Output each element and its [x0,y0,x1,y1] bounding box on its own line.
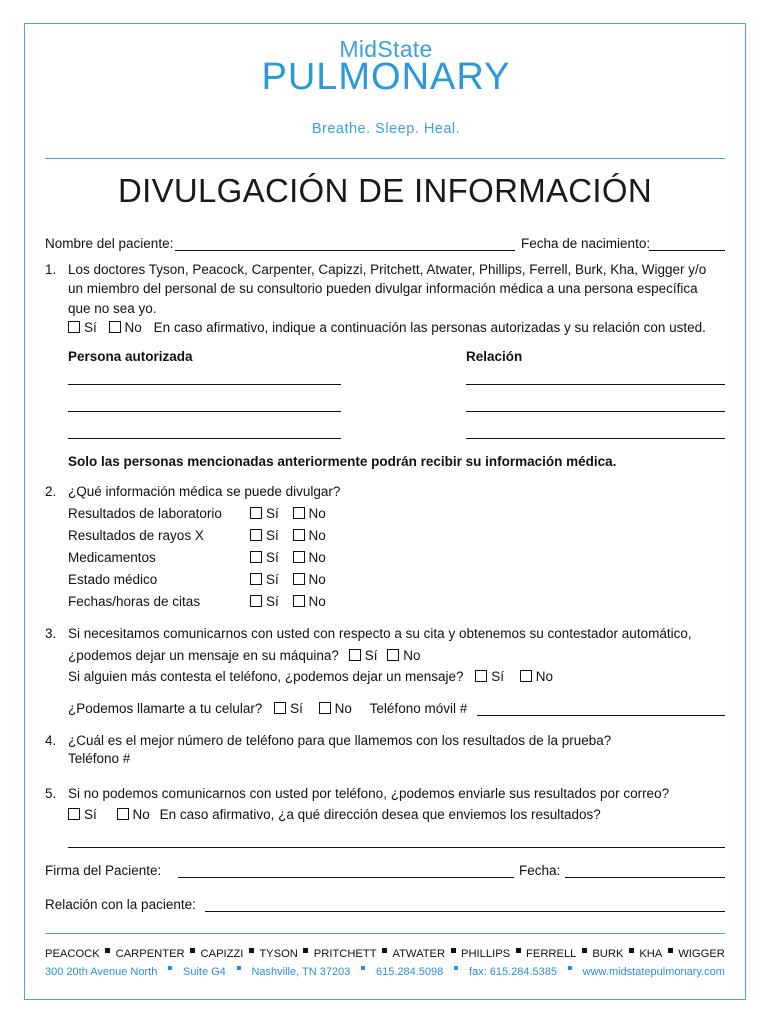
no-label: No [308,572,326,587]
no-label: No [132,807,150,822]
form-title: DIVULGACIÓN DE INFORMACIÓN [117,172,652,209]
relation-field-2[interactable] [466,411,725,412]
date-field[interactable] [565,877,725,878]
logo-midstate-text: MidState [339,36,433,62]
doctor-name: PRITCHETT [313,948,377,960]
no-label: No [308,594,326,609]
q2-item-yes-checkbox[interactable] [250,529,262,541]
doctor-name: TYSON [259,948,298,960]
address-city: Nashville, TN 37203 [251,966,351,978]
q2-item-options [250,594,326,609]
q3-line4-row [68,701,467,716]
q3-cell-no-checkbox[interactable] [319,702,331,714]
q2-item-no-checkbox[interactable] [293,573,305,585]
address-street: 300 20th Avenue North [45,966,158,978]
q2-item-yes-checkbox[interactable] [250,551,262,563]
footer-doctors [45,948,725,960]
mobile-phone-field[interactable] [477,715,725,716]
logo-pulmonary-text: PULMONARY [261,56,511,98]
footer-divider [45,933,725,934]
yes-label: Sí [364,648,378,663]
authorized-person-field-3[interactable] [68,438,341,439]
yes-label: Sí [266,572,279,587]
q5-number: 5. [45,786,57,801]
no-label: No [308,528,326,543]
doctor-name: WIGGER [678,948,725,960]
q3-machine-yes-checkbox[interactable] [349,649,361,661]
header-divider [45,158,725,159]
website-link[interactable]: www.midstatepulmonary.com [582,966,725,978]
separator-square-icon [237,966,241,970]
q1-no-checkbox[interactable] [109,321,121,333]
separator-square-icon [105,948,110,953]
doctor-name: ATWATER [392,948,446,960]
q3-line1: Si necesitamos comunicarnos con usted con respecto a su cita y obtenemos su contestador automático, [68,626,692,641]
address-field[interactable] [68,847,725,848]
q1-followup: En caso afirmativo, indique a continuación las personas autorizadas y su relación con usted. [153,320,706,335]
q3-cell-question: ¿Podemos llamarte a tu celular? [68,701,263,716]
doctor-name: FERRELL [526,948,577,960]
q1-no-label: No [124,320,142,335]
authorized-person-header: Persona autorizada [68,349,193,364]
phone-label: Teléfono # [68,751,131,766]
q2-item-yes-checkbox[interactable] [250,595,262,607]
q3-someone-else-question: Si alguien más contesta el teléfono, ¿podemos dejar un mensaje? [68,669,464,684]
q2-item-options [250,572,326,587]
q1-yes-checkbox[interactable] [68,321,80,333]
dob-field[interactable] [649,250,725,251]
separator-square-icon [629,948,634,953]
doctor-name: KHA [639,948,663,960]
yes-label: Sí [266,506,279,521]
separator-square-icon [582,948,587,953]
separator-square-icon [382,948,387,953]
q3-machine-question: ¿podemos dejar un mensaje en su máquina? [68,648,339,663]
separator-square-icon [454,966,458,970]
q3-machine-no-checkbox[interactable] [387,649,399,661]
q5-followup: En caso afirmativo, ¿a qué dirección desea que enviemos los resultados? [159,807,601,822]
relation-field-3[interactable] [466,438,725,439]
doctor-name: BURK [592,948,624,960]
q3-cell-yes-checkbox[interactable] [274,702,286,714]
q2-item-yes-checkbox[interactable] [250,573,262,585]
q5-yes-checkbox[interactable] [68,808,80,820]
q2-item-no-checkbox[interactable] [293,529,305,541]
q3-someone-no-checkbox[interactable] [520,670,532,682]
signature-field[interactable] [178,877,514,878]
doctor-name: CARPENTER [115,948,185,960]
doctor-name: PHILLIPS [461,948,511,960]
q4-line1: ¿Cuál es el mejor número de teléfono para que llamemos con los resultados de la prueba? [68,733,612,748]
q3-number: 3. [45,626,57,641]
no-label: No [308,550,326,565]
q2-item-label: Estado médico [68,572,158,587]
authorized-note: Solo las personas mencionadas anteriormente podrán recibir su información médica. [68,454,617,469]
address-suite: Suite G4 [183,966,226,978]
no-label: No [403,648,421,663]
patient-name-label: Nombre del paciente: [45,236,174,251]
signature-label: Firma del Paciente: [45,863,162,878]
q2-item-label: Fechas/horas de citas [68,594,201,609]
q2-item-options [250,528,326,543]
q2-number: 2. [45,484,57,499]
relation-field-1[interactable] [466,384,725,385]
mobile-phone-label: Teléfono móvil # [369,701,468,716]
no-label: No [308,506,326,521]
doctor-name: PEACOCK [45,948,100,960]
form-page [24,23,746,1000]
fax-number: fax: 615.284.5385 [468,966,558,978]
no-label: No [535,669,554,684]
separator-square-icon [568,966,572,970]
yes-label: Sí [491,669,505,684]
q3-line3-row [68,669,553,684]
q2-item-no-checkbox[interactable] [293,507,305,519]
q3-line2-row [68,648,420,663]
q4-number: 4. [45,733,57,748]
separator-square-icon [168,966,172,970]
separator-square-icon [516,948,521,953]
q2-item-yes-checkbox[interactable] [250,507,262,519]
yes-label: Sí [266,550,279,565]
q2-item-options [250,506,326,521]
separator-square-icon [249,948,254,953]
relation-header: Relación [466,349,523,364]
separator-square-icon [190,948,195,953]
q1-options [68,320,706,335]
q2-item-label: Medicamentos [68,550,156,565]
q2-item-label: Resultados de laboratorio [68,506,222,521]
q3-someone-yes-checkbox[interactable] [475,670,487,682]
q1-number: 1. [45,262,57,277]
q2-item-no-checkbox[interactable] [293,551,305,563]
yes-label: Sí [84,807,97,822]
q5-options [68,807,601,822]
q1-yes-label: Sí [84,320,97,335]
phone-number: 615.284.5098 [375,966,444,978]
q1-line3: que no sea yo. [68,301,157,316]
doctor-name: CAPIZZI [200,948,244,960]
no-label: No [334,701,352,716]
authorized-person-field-2[interactable] [68,411,341,412]
yes-label: Sí [290,701,303,716]
q2-item-options [250,550,326,565]
date-label: Fecha: [519,863,561,878]
dob-label: Fecha de nacimiento: [521,236,651,251]
q2-question: ¿Qué información médica se puede divulgar? [68,484,341,499]
yes-label: Sí [266,594,279,609]
q2-item-label: Resultados de rayos X [68,528,204,543]
q1-line2: un miembro del personal de su consultorio pueden divulgar información médica a una persona específica [68,281,698,296]
q1-line1: Los doctores Tyson, Peacock, Carpenter, Capizzi, Pritchett, Atwater, Phillips, Ferrell, Burk, Kha, Wigger y/o [68,262,707,277]
separator-square-icon [361,966,365,970]
separator-square-icon [668,948,673,953]
relation-with-patient-field[interactable] [205,911,725,912]
separator-square-icon [303,948,308,953]
patient-name-field[interactable] [175,250,515,251]
q2-item-no-checkbox[interactable] [293,595,305,607]
q5-line1: Si no podemos comunicarnos con usted por teléfono, ¿podemos enviarle sus resultados por correo? [68,786,670,801]
tagline: Breathe. Sleep. Heal. [311,121,461,137]
q5-no-checkbox[interactable] [117,808,129,820]
separator-square-icon [451,948,456,953]
yes-label: Sí [266,528,279,543]
authorized-person-field-1[interactable] [68,384,341,385]
footer-contact [45,966,725,978]
relation-with-patient-label: Relación con la paciente: [45,897,196,912]
